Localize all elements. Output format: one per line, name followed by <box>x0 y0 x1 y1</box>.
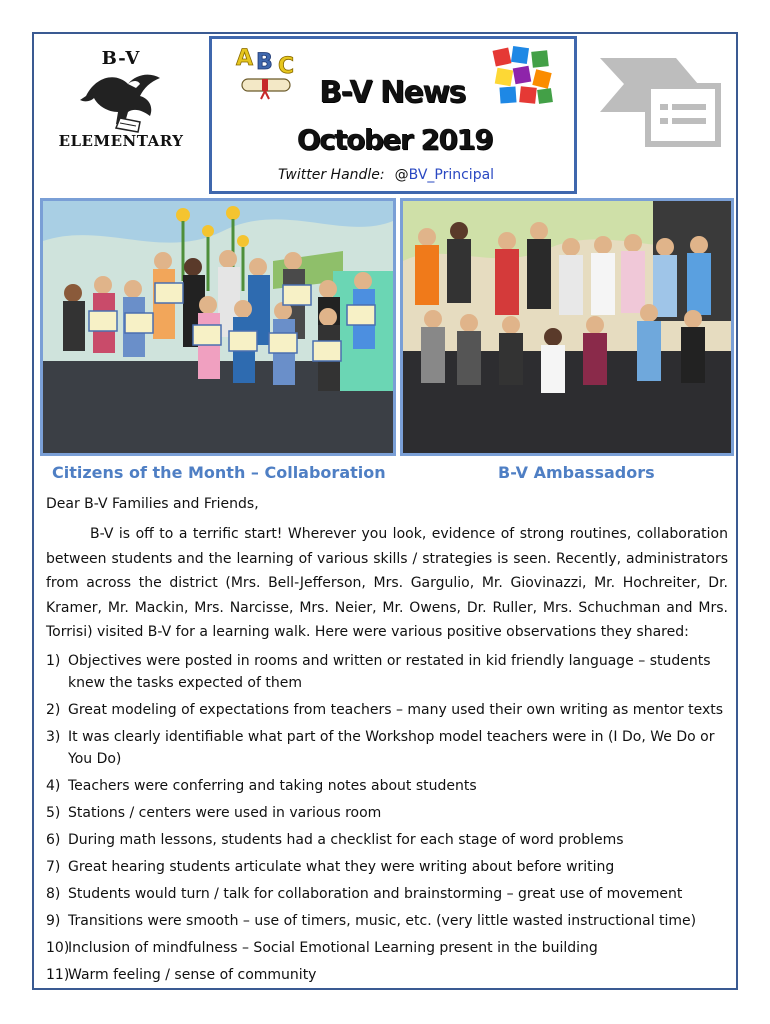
list-item: 4) Teachers were conferring and taking notes about students <box>46 778 477 794</box>
svg-text:B: B <box>256 50 273 75</box>
twitter-at: @ <box>394 167 409 183</box>
list-item: 1) Objectives were posted in rooms and written or restated in kid friendly language – students knew the tasks expected of them <box>46 653 711 691</box>
letter-intro: B-V is off to a terrific start! Wherever you look, evidence of strong routines, collaboration between students and the learning of various skills / strategies is seen. Recently, administrators from across the district (Mrs. Bell-Jefferson, Mrs. Gargulio, Mr. Giovinazzi, Mr. Hochreiter, Dr. Kramer, Mr. Mackin, Mrs. Narcisse, Mrs. Neier, Mr. Owens, Dr. Ruller, Mrs. Schuchman and Mrs. Torrisi) visited B-V for a learning walk. Here were various positive observations they shared: <box>46 526 728 641</box>
colorful-letter-tiles-icon <box>492 45 556 107</box>
svg-text:C: C <box>278 54 295 79</box>
letter-salutation: Dear B-V Families and Friends, <box>46 496 259 512</box>
list-item: 10) Inclusion of mindfulness – Social Emotional Learning present in the building <box>46 940 598 956</box>
citizens-of-month-photo <box>40 198 396 456</box>
list-item: 11) Warm feeling / sense of community <box>46 967 317 983</box>
list-item: 7) Great hearing students articulate what they were writing about before writing <box>46 859 615 875</box>
newsletter-document-icon <box>598 56 722 148</box>
logo-top-text: B-V <box>101 48 141 69</box>
school-logo <box>40 48 202 153</box>
svg-text:A: A <box>236 46 254 71</box>
ambassadors-caption: B-V Ambassadors <box>498 463 655 482</box>
logo-bottom-text: ELEMENTARY <box>58 132 184 150</box>
list-item: 5) Stations / centers were used in various room <box>46 805 382 821</box>
list-item: 2) Great modeling of expectations from teachers – many used their own writing as mentor texts <box>46 702 724 718</box>
twitter-handle-line <box>278 167 494 183</box>
list-item: 3) It was clearly identifiable what part of the Workshop model teachers were in (I Do, We Do or You Do) <box>46 729 715 767</box>
ambassadors-photo <box>400 198 734 456</box>
observations-list <box>46 650 728 991</box>
citizens-caption: Citizens of the Month – Collaboration <box>52 463 386 482</box>
newsletter-header <box>209 36 577 194</box>
list-item: 6) During math lessons, students had a checklist for each stage of word problems <box>46 832 624 848</box>
list-item: 9) Transitions were smooth – use of timers, music, etc. (very little wasted instructional time) <box>46 913 697 929</box>
twitter-label: Twitter Handle: <box>278 167 385 183</box>
list-item: 8) Students would turn / talk for collaboration and brainstorming – great use of movement <box>46 886 683 902</box>
newsletter-title: B-V News <box>319 75 465 110</box>
eagle-mascot-icon <box>76 66 166 134</box>
twitter-handle-link[interactable]: BV_Principal <box>408 167 495 183</box>
newsletter-date: October 2019 <box>296 123 493 156</box>
